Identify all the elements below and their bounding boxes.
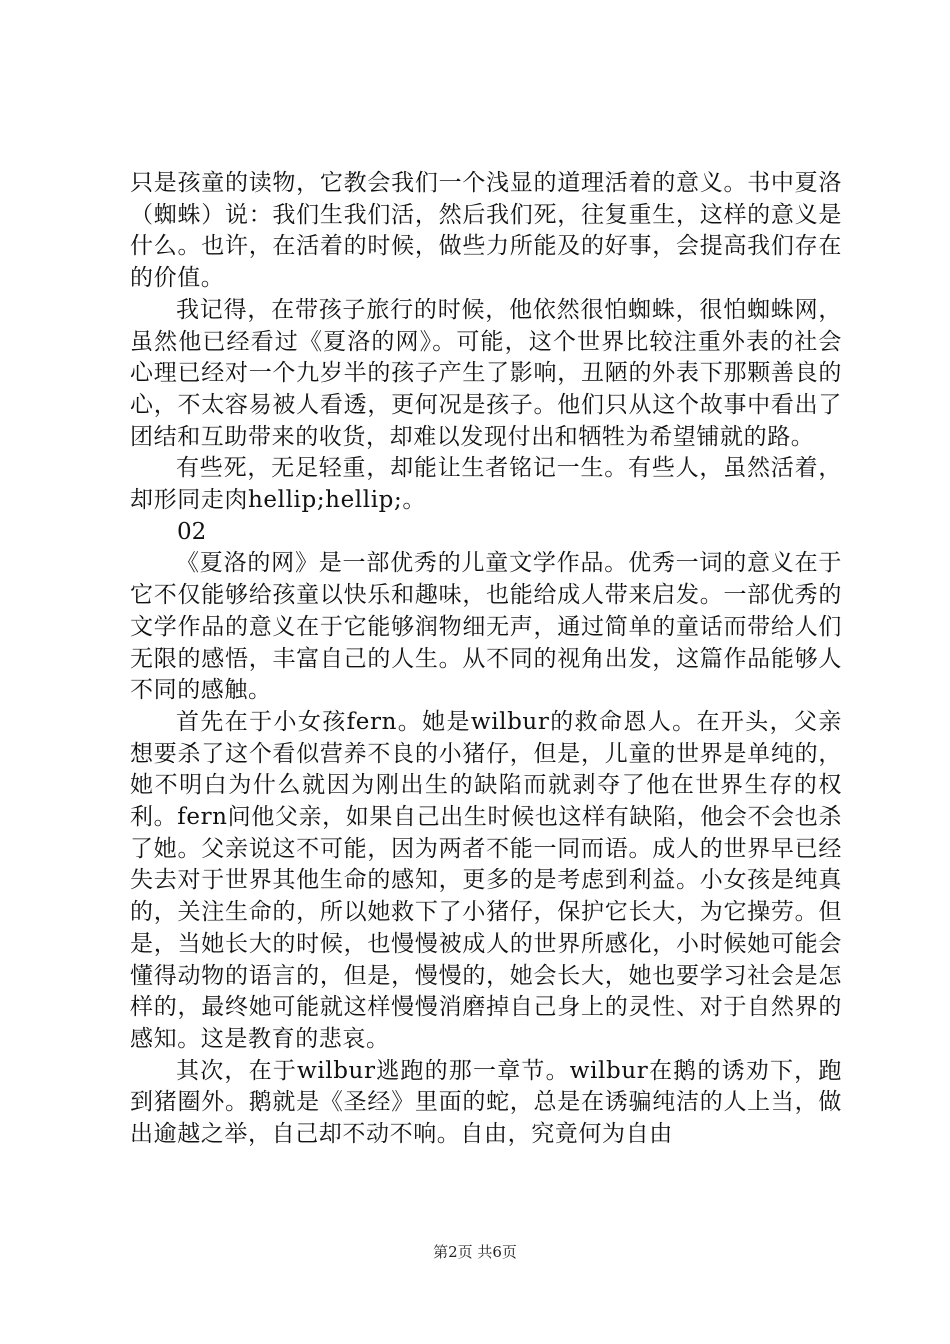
page-number-label: 第2页 共6页 [433,1243,517,1261]
page-footer [0,1241,950,1262]
paragraph: 《夏洛的网》是一部优秀的儿童文学作品。优秀一词的意义在于它不仅能够给孩童以快乐和趣味，也能给成人带来启发。一部优秀的文学作品的意义在于它能够润物细无声，通过简单的童话而带给人们无限的感悟，丰富自己的人生。从不同的视角出发，这篇作品能够人不同的感触。 [130,550,842,704]
section-number: 02 [177,518,207,545]
paragraph: 其次，在于wilbur逃跑的那一章节。wilbur在鹅的诱劝下，跑到猪圈外。鹅就是《圣经》里面的蛇，总是在诱骗纯洁的人上当，做出逾越之举，自己却不动不响。自由，究竟何为自由 [130,1057,842,1148]
paragraph: 首先在于小女孩fern。她是wilbur的救命恩人。在开头，父亲想要杀了这个看似营养不良的小猪仔，但是，儿童的世界是单纯的，她不明白为什么就因为刚出生的缺陷而就剥夺了他在世界生存的权利。fern问他父亲，如果自己出生时候也这样有缺陷，他会不会也杀了她。父亲说这不可能，因为两者不能一同而语。成人的世界早已经失去对于世界其他生命的感知，更多的是考虑到利益。小女孩是纯真的，关注生命的，所以她救下了小猪仔，保护它长大，为它操劳。但是，当她长大的时候，也慢慢被成人的世界所感化，小时候她可能会懂得动物的语言的，但是，慢慢的，她会长大，她也要学习社会是怎样的，最终她可能就这样慢慢消磨掉自己身上的灵性、对于自然界的感知。这是教育的悲哀。 [130,708,842,1052]
paragraph: 我记得，在带孩子旅行的时候，他依然很怕蜘蛛，很怕蜘蛛网，虽然他已经看过《夏洛的网》。可能，这个世界比较注重外表的社会心理已经对一个九岁半的孩子产生了影响，丑陋的外表下那颗善良的心，不太容易被人看透，更何况是孩子。他们只从这个故事中看出了团结和互助带来的收货，却难以发现付出和牺牲为希望铺就的路。 [130,296,842,450]
paragraph: 有些死，无足轻重，却能让生者铭记一生。有些人，虽然活着，却形同走肉hellip;hellip;。 [130,455,842,514]
document-body [130,168,842,1151]
paragraph: 只是孩童的读物，它教会我们一个浅显的道理活着的意义。书中夏洛（蜘蛛）说：我们生我们活，然后我们死，往复重生，这样的意义是什么。也许，在活着的时候，做些力所能及的好事，会提高我们存在的价值。 [130,170,842,292]
